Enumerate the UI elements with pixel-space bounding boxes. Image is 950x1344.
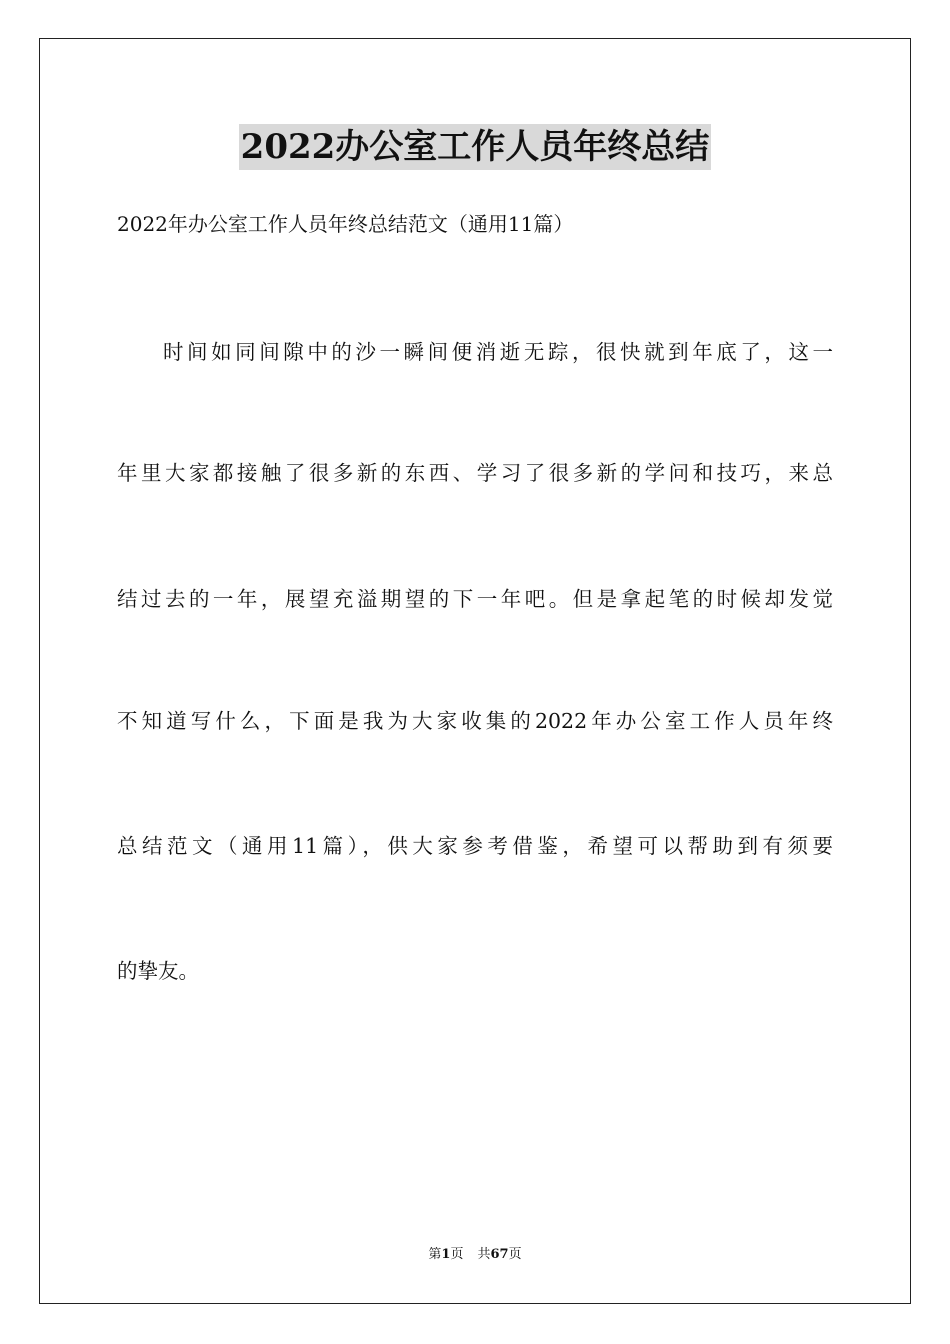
paragraph-line: 结过去的一年，展望充溢期望的下一年吧。但是拿起笔的时候却发觉 xyxy=(117,587,833,611)
page-suffix: 页 xyxy=(450,1247,464,1262)
total-prefix: 共 xyxy=(477,1247,491,1262)
title-container xyxy=(0,124,950,170)
paragraph-line: 的挚友。 xyxy=(117,959,199,983)
paragraph-line: 年里大家都接触了很多新的东西、学习了很多新的学问和技巧，来总 xyxy=(117,461,833,485)
page-number: 1 xyxy=(441,1247,451,1262)
total-pages: 67 xyxy=(490,1247,509,1262)
paragraph-line: 不知道写什么，下面是我为大家收集的2022年办公室工作人员年终 xyxy=(117,709,833,733)
total-suffix: 页 xyxy=(508,1247,522,1262)
document-title: 2022办公室工作人员年终总结 xyxy=(239,124,712,170)
paragraph-line: 总结范文（通用11篇），供大家参考借鉴，希望可以帮助到有须要 xyxy=(117,834,833,858)
page-prefix: 第 xyxy=(428,1247,442,1262)
page-footer xyxy=(0,1245,950,1265)
document-subtitle: 2022年办公室工作人员年终总结范文（通用11篇） xyxy=(117,212,574,236)
paragraph-line: 时间如同间隙中的沙一瞬间便消逝无踪，很快就到年底了，这一 xyxy=(163,340,833,364)
